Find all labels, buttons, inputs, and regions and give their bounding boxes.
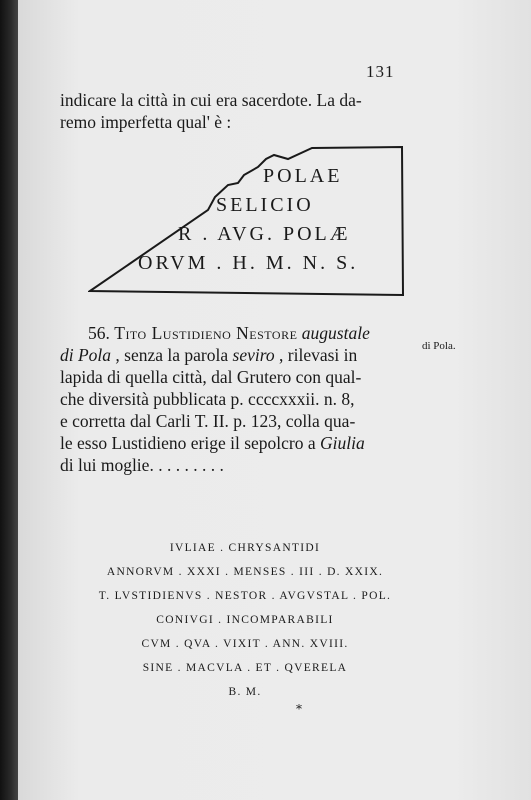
entry-term: seviro [232,345,275,365]
inscription-line: POLAE [263,165,343,187]
epitaph-line: CONIVGI . INCOMPARABILI [156,614,334,626]
epitaph-line: ANNORVM . XXXI . MENSES . III . D. XXIX. [106,566,384,578]
margin-note: di Pola. [422,340,456,352]
entry-text: , rilevasi in [274,345,358,365]
intro-line: remo imperfetta qual' è : [60,112,232,132]
entry-line: lapida di quella città, dal Grutero con qual- [60,367,362,387]
entry-line: e corretta dal Carli T. II. p. 123, colla qua- [60,411,356,431]
book-spine [0,0,18,800]
entry-person: Giulia [320,433,365,453]
epitaph-line: IVLIAE . CHRYSANTIDI [169,542,321,554]
entry-line: di lui moglie. . . . . . . . . [60,455,224,475]
asterisk-mark: * [296,702,302,716]
page-number: 131 [366,62,395,81]
intro-paragraph [60,89,430,133]
entry-title: augustale [301,323,370,343]
entry-line [60,322,430,344]
inscription-line: R . AVG. POLÆ [178,223,351,245]
entry-line: che diversità pubblicata p. ccccxxxii. n. 8, [60,389,355,409]
entry-line [60,344,430,366]
epitaph-line: SINE . MACVLA . ET . QVERELA [142,662,348,674]
epitaph-line: CVM . QVA . VIXIT . ANN. XVIII. [141,638,349,650]
epitaph-line: B. M. [228,686,262,698]
entry-number: 56. [88,323,110,343]
entry-paragraph [60,322,430,476]
inscription-fragment [88,145,406,297]
entry-text: le esso Lustidieno erige il sepolcro a [60,433,320,453]
epitaph-line: T. LVSTIDIENVS . NESTOR . AVGVSTAL . POL. [98,590,392,602]
entry-text: senza la parola [119,345,233,365]
inscription-line: ORVM . H. M. N. S. [138,252,359,274]
intro-line: indicare la città in cui era sacerdote. La da- [60,90,362,110]
entry-name: Tito Lustidieno Nestore [114,323,298,343]
entry-place: di Pola , [60,345,120,365]
inscription-line: SELICIO [216,194,314,216]
entry-line [60,432,430,454]
